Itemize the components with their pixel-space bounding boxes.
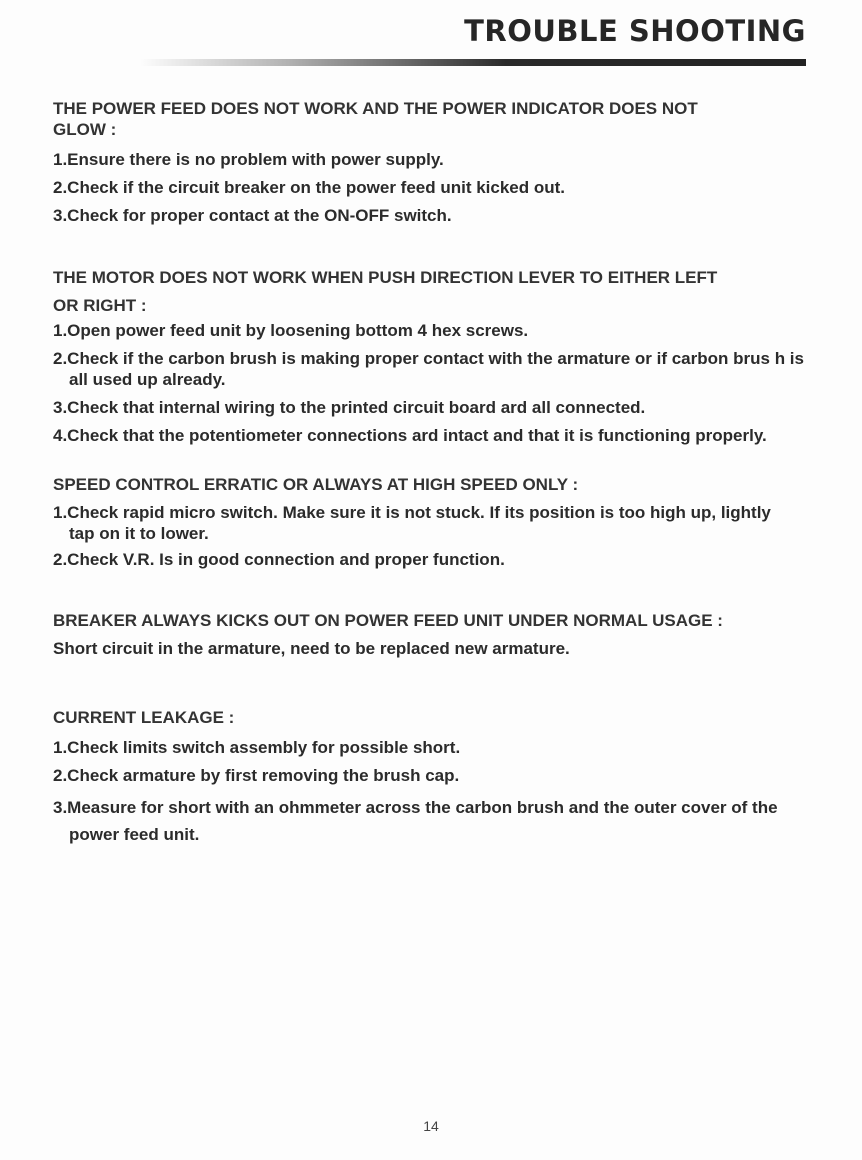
section-2-item-1: 1.Open power feed unit by loosening bottom 4 hex screws.	[53, 321, 529, 340]
section-1-item-2: 2.Check if the circuit breaker on the power feed unit kicked out.	[53, 178, 566, 197]
section-1-item-1: 1.Ensure there is no problem with power supply.	[53, 150, 444, 169]
section-2-heading-line2: OR RIGHT :	[53, 296, 147, 315]
section-3-item-2: 2.Check V.R. Is in good connection and proper function.	[53, 550, 505, 569]
section-5-item-2: 2.Check armature by first removing the brush cap.	[53, 766, 460, 785]
title-underline	[140, 59, 806, 66]
section-2-item-4: 4.Check that the potentiometer connections ard intact and that it is functioning properly.	[53, 426, 767, 445]
section-2-heading	[53, 264, 818, 320]
section-2-heading-line1: THE MOTOR DOES NOT WORK WHEN PUSH DIRECTION LEVER TO EITHER LEFT	[53, 268, 718, 287]
section-4-heading: BREAKER ALWAYS KICKS OUT ON POWER FEED UNIT UNDER NORMAL USAGE :	[53, 611, 723, 630]
section-2-item-3: 3.Check that internal wiring to the printed circuit board ard all connected.	[53, 398, 646, 417]
page-title: TROUBLE SHOOTING	[464, 14, 806, 48]
section-5-heading: CURRENT LEAKAGE :	[53, 708, 235, 727]
page-number: 14	[423, 1118, 439, 1134]
section-3-item-1: 1.Check rapid micro switch. Make sure it is not stuck. If its position is too high up, lightly tap on it to lower.	[53, 503, 771, 543]
section-5-item-3: 3.Measure for short with an ohmmeter across the carbon brush and the outer cover of the power feed unit.	[53, 798, 778, 844]
section-1-heading-line2: GLOW :	[53, 120, 117, 139]
section-1-item-3: 3.Check for proper contact at the ON-OFF switch.	[53, 206, 452, 225]
section-3-heading: SPEED CONTROL ERRATIC OR ALWAYS AT HIGH SPEED ONLY :	[53, 475, 579, 494]
section-5-item-1: 1.Check limits switch assembly for possible short.	[53, 738, 461, 757]
section-2-item-2: 2.Check if the carbon brush is making proper contact with the armature or if carbon brus h is all used up already.	[53, 349, 804, 389]
section-1-heading	[53, 98, 818, 140]
section-4-item-1: Short circuit in the armature, need to be replaced new armature.	[53, 639, 570, 658]
section-1-heading-line1: THE POWER FEED DOES NOT WORK AND THE POWER INDICATOR DOES NOT	[53, 99, 698, 118]
